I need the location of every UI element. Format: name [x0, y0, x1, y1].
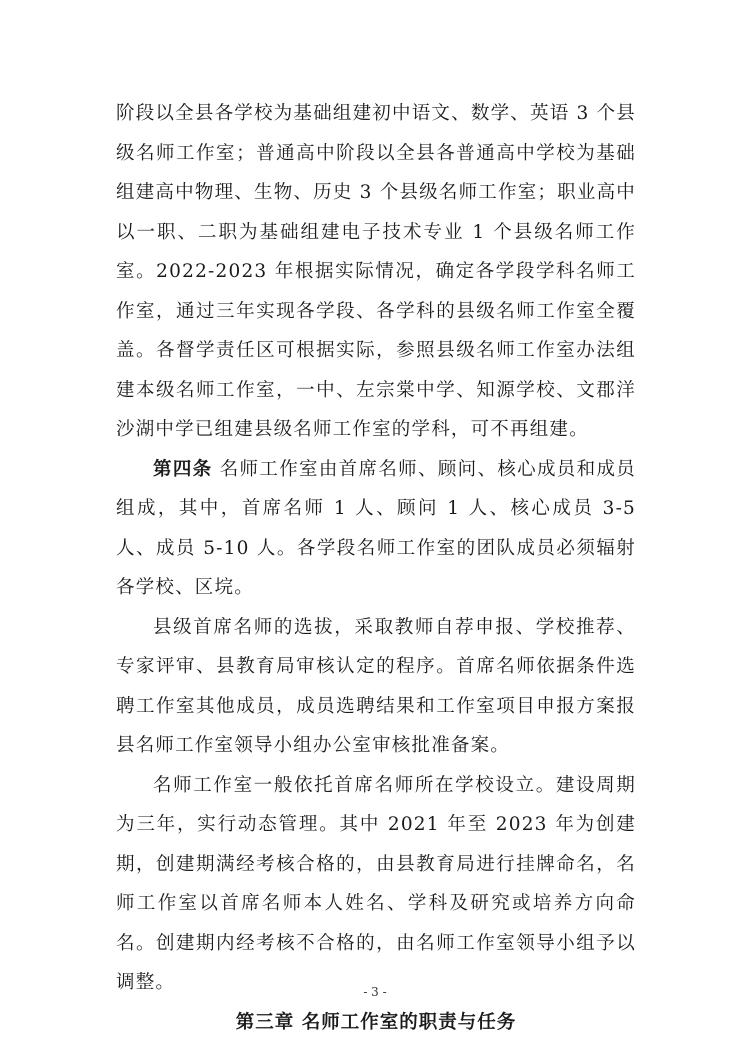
paragraph-establishment: 名师工作室一般依托首席名师所在学校设立。建设周期为三年，实行动态管理。其中 2021 年至 2023 年为创建期，创建期满经考核合格的，由县教育局进行挂牌命名，名师工作室以首席名师本人姓名、学科及研究或培养方向命名。创建期内经考核不合格的，由名师工作室领导小组予以调整。: [116, 774, 636, 993]
paragraph-continuation: 阶段以全县各学校为基础组建初中语文、数学、英语 3 个县级名师工作室；普通高中阶段以全县各普通高中学校为基础组建高中物理、生物、历史 3 个县级名师工作室；职业高中以一职、二职为基础组建电子技术专业 1 个县级名师工作室。2022-2023 年根据实际情况，确定各学段学科名师工作室，通过三年实现各学段、各学科的县级名师工作室全覆盖。各督学责任区可根据实际，参照县级名师工作室办法组建本级名师工作室，一中、左宗棠中学、知源学校、文郡洋沙湖中学已组建县级名师工作室的学科，可不再组建。: [116, 103, 636, 440]
page-number: - 3 -: [363, 985, 387, 999]
article-four-text: 名师工作室由首席名师、顾问、核心成员和成员组成，其中，首席名师 1 人、顾问 1 人、核心成员 3-5 人、成员 5-10 人。各学段名师工作室的团队成员必须辐射各学校、区垸。: [116, 458, 636, 598]
chapter-title: 第三章 名师工作室的职责与任务: [235, 1011, 517, 1033]
article-four-label: 第四条: [153, 458, 213, 480]
paragraph-selection: 县级首席名师的选拔，采取教师自荐申报、学校推荐、专家评审、县教育局审核认定的程序。首席名师依据条件选聘工作室其他成员，成员选聘结果和工作室项目申报方案报县名师工作室领导小组办公室审核批准备案。: [116, 616, 636, 756]
document-body: [116, 94, 636, 1042]
paragraph-article-four: [116, 450, 636, 608]
